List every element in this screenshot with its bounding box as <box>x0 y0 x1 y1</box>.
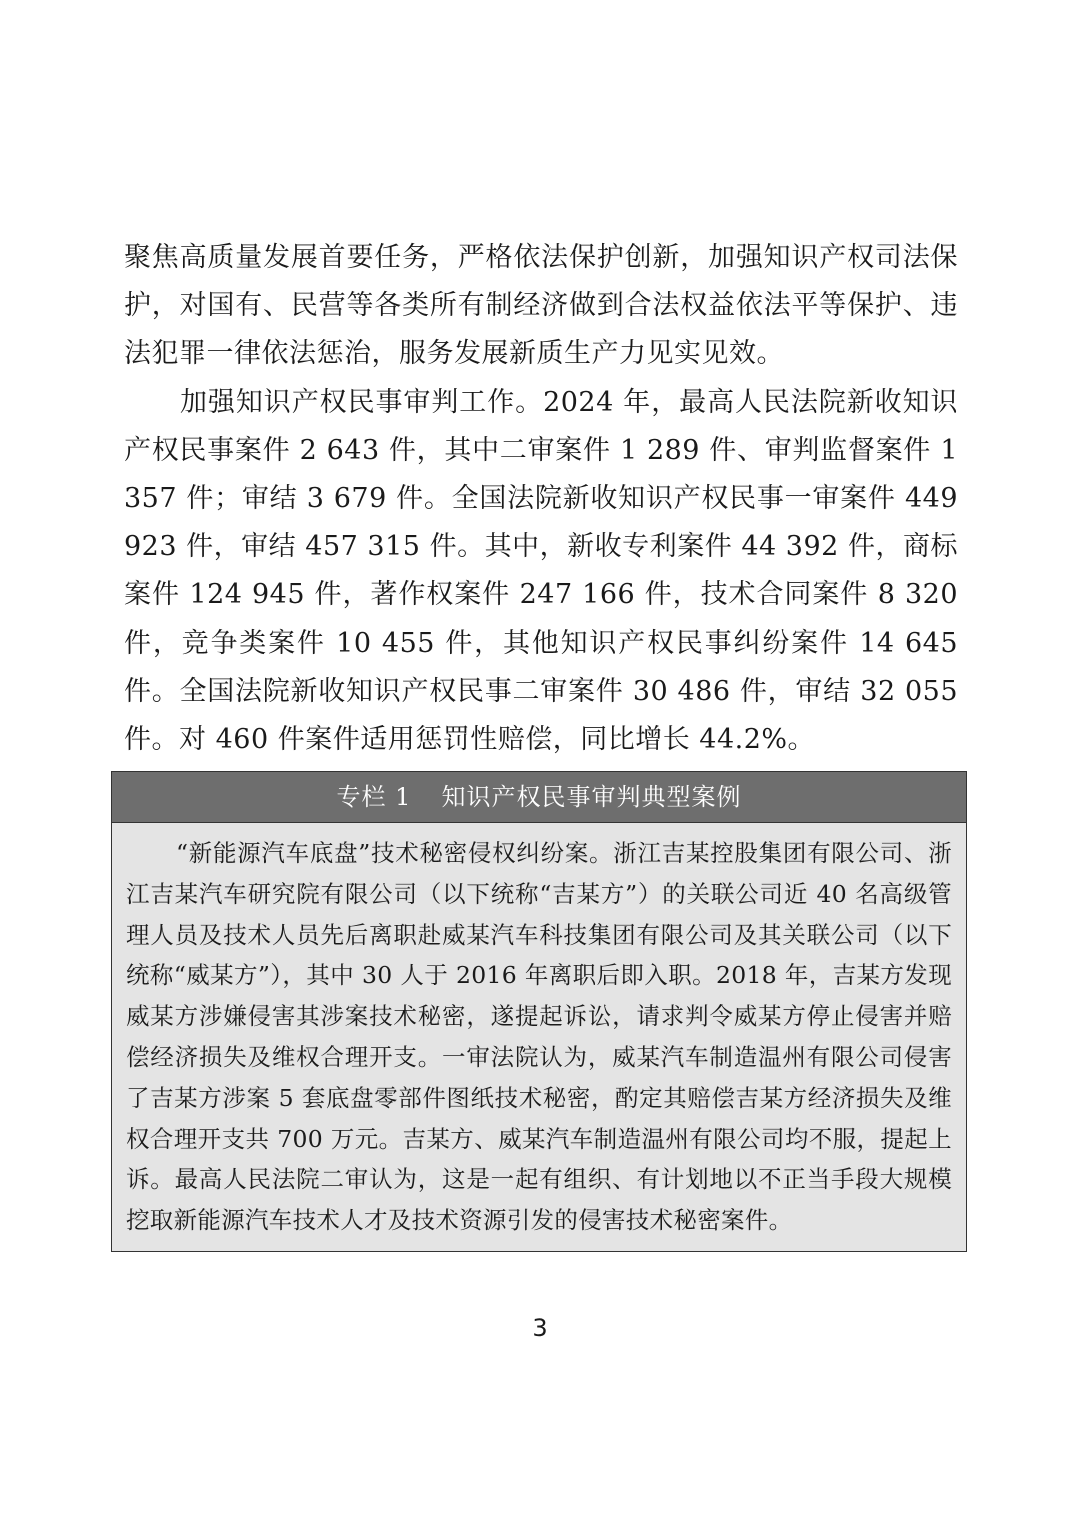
column-box-body: “新能源汽车底盘”技术秘密侵权纠纷案。浙江吉某控股集团有限公司、浙江吉某汽车研究院有限公司（以下统称“吉某方”）的关联公司近 40 名高级管理人员及技术人员先后离职赴威某汽车科技集团有限公司及其关联公司（以下统称“威某方”），其中 30 人于 2016 年离职后即入职。2018 年，吉某方发现威某方涉嫌侵害其涉案技术秘密，遂提起诉讼，请求判令威某方停止侵害并赔偿经济损失及维权合理开支。一审法院认为，威某汽车制造温州有限公司侵害了吉某方涉案 5 套底盘零部件图纸技术秘密，酌定其赔偿吉某方经济损失及维权合理开支共 700 万元。吉某方、威某汽车制造温州有限公司均不服，提起上诉。最高人民法院二审认为，这是一起有组织、有计划地以不正当手段大规模挖取新能源汽车技术人才及技术资源引发的侵害技术秘密案件。 <box>126 839 952 1235</box>
column-box-header <box>112 772 966 823</box>
page-number: 3 <box>532 1314 548 1342</box>
body-text <box>124 234 958 764</box>
paragraph-continuation: 聚焦高质量发展首要任务，严格依法保护创新，加强知识产权司法保护，对国有、民营等各类所有制经济做到合法权益依法平等保护、违法犯罪一律依法惩治，服务发展新质生产力见实见效。 <box>124 242 958 370</box>
column-box <box>111 771 967 1252</box>
paragraph-civil-trial: 加强知识产权民事审判工作。2024 年，最高人民法院新收知识产权民事案件 2 643 件，其中二审案件 1 289 件、审判监督案件 1 357 件；审结 3 679 件。全国法院新收知识产权民事一审案件 449 923 件，审结 457 315 件。其中，新收专利案件 44 392 件，商标案件 124 945 件，著作权案件 247 166 件，技术合同案件 8 320 件，竞争类案件 10 455 件，其他知识产权民事纠纷案件 14 645 件。全国法院新收知识产权民事二审案件 30 486 件，审结 32 055 件。对 460 件案件适用惩罚性赔偿，同比增长 44.2%。 <box>124 386 958 756</box>
column-box-label: 专栏 1 <box>336 783 412 811</box>
column-box-title: 知识产权民事审判典型案例 <box>441 783 742 811</box>
